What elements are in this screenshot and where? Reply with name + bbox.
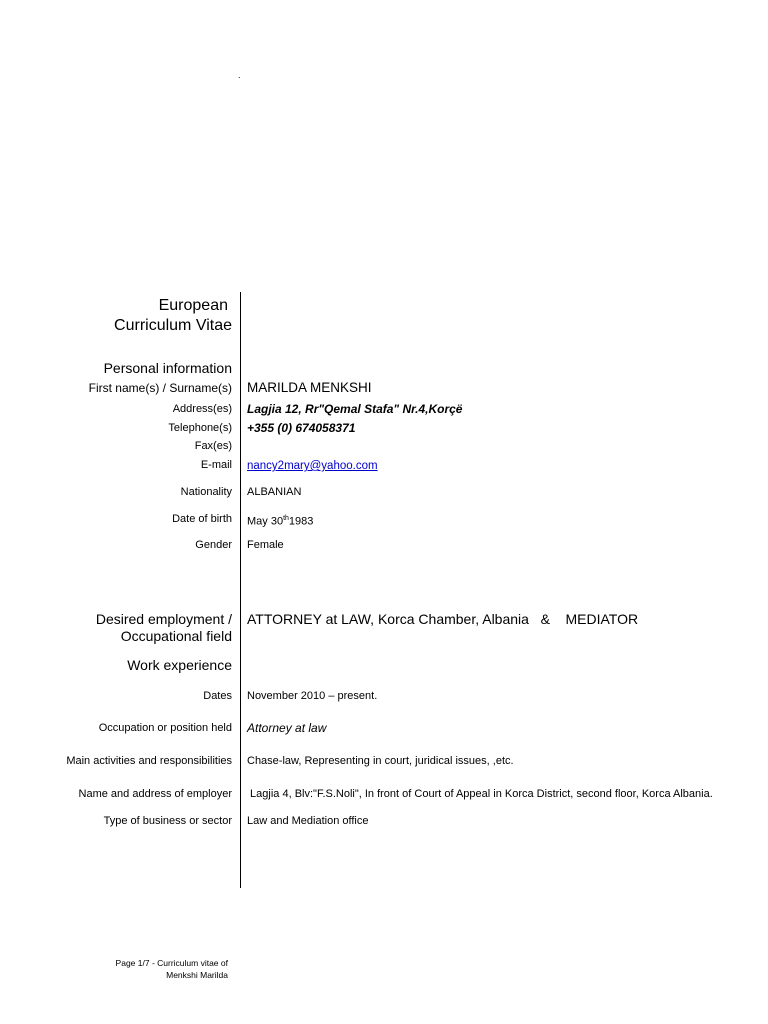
column-divider bbox=[240, 292, 241, 888]
email-link[interactable]: nancy2mary@yahoo.com bbox=[247, 460, 378, 472]
address-label: Address(es) bbox=[172, 403, 232, 415]
dob-year: 1983 bbox=[288, 515, 314, 528]
nationality-value: ALBANIAN bbox=[247, 486, 302, 498]
employer-value: Lagjia 4, Blv:"F.S.Noli", In front of Court of Appeal in Korca District, second floor, Korca Albania. bbox=[247, 788, 713, 800]
dates-label: Dates bbox=[203, 690, 232, 702]
dates-value: November 2010 – present. bbox=[247, 690, 378, 702]
gender-label: Gender bbox=[195, 539, 232, 551]
cv-title-line2: Curriculum Vitae bbox=[114, 317, 232, 334]
dob-ordinal: th bbox=[283, 515, 289, 522]
occupation-label: Occupation or position held bbox=[98, 722, 232, 734]
fax-label: Fax(es) bbox=[194, 440, 232, 452]
work-experience-heading: Work experience bbox=[127, 657, 232, 673]
activities-label: Main activities and responsibilities bbox=[66, 755, 232, 767]
desired-employment-value: ATTORNEY at LAW, Korca Chamber, Albania & MEDIATOR bbox=[247, 611, 639, 627]
business-value: Law and Mediation office bbox=[247, 815, 369, 827]
dob-day: May 30 bbox=[247, 515, 284, 528]
dob-value bbox=[247, 512, 313, 529]
address-value: Lagjia 12, Rr"Qemal Stafa" Nr.4,Korçë bbox=[247, 402, 463, 416]
stray-mark: . bbox=[238, 70, 241, 80]
gender-value: Female bbox=[247, 539, 284, 551]
email-label: E-mail bbox=[200, 459, 232, 471]
occupational-field-label: Occupational field bbox=[120, 628, 232, 644]
activities-value: Chase-law, Representing in court, juridical issues, ,etc. bbox=[247, 755, 514, 767]
name-label: First name(s) / Surname(s) bbox=[88, 381, 232, 395]
desired-employment-label: Desired employment / bbox=[95, 611, 232, 627]
nationality-label: Nationality bbox=[180, 486, 232, 498]
dob-label: Date of birth bbox=[172, 513, 232, 525]
footer-page-line: Page 1/7 - Curriculum vitae of bbox=[115, 958, 228, 968]
personal-info-heading: Personal information bbox=[103, 360, 232, 376]
footer-name-line: Menkshi Marilda bbox=[166, 970, 228, 980]
occupation-value: Attorney at law bbox=[247, 721, 327, 735]
telephone-label: Telephone(s) bbox=[168, 422, 232, 434]
telephone-value: +355 (0) 674058371 bbox=[247, 421, 356, 435]
cv-title-line1: European bbox=[158, 297, 228, 314]
employer-label: Name and address of employer bbox=[78, 788, 232, 800]
name-value: MARILDA MENKSHI bbox=[247, 380, 372, 395]
business-label: Type of business or sector bbox=[103, 815, 232, 827]
